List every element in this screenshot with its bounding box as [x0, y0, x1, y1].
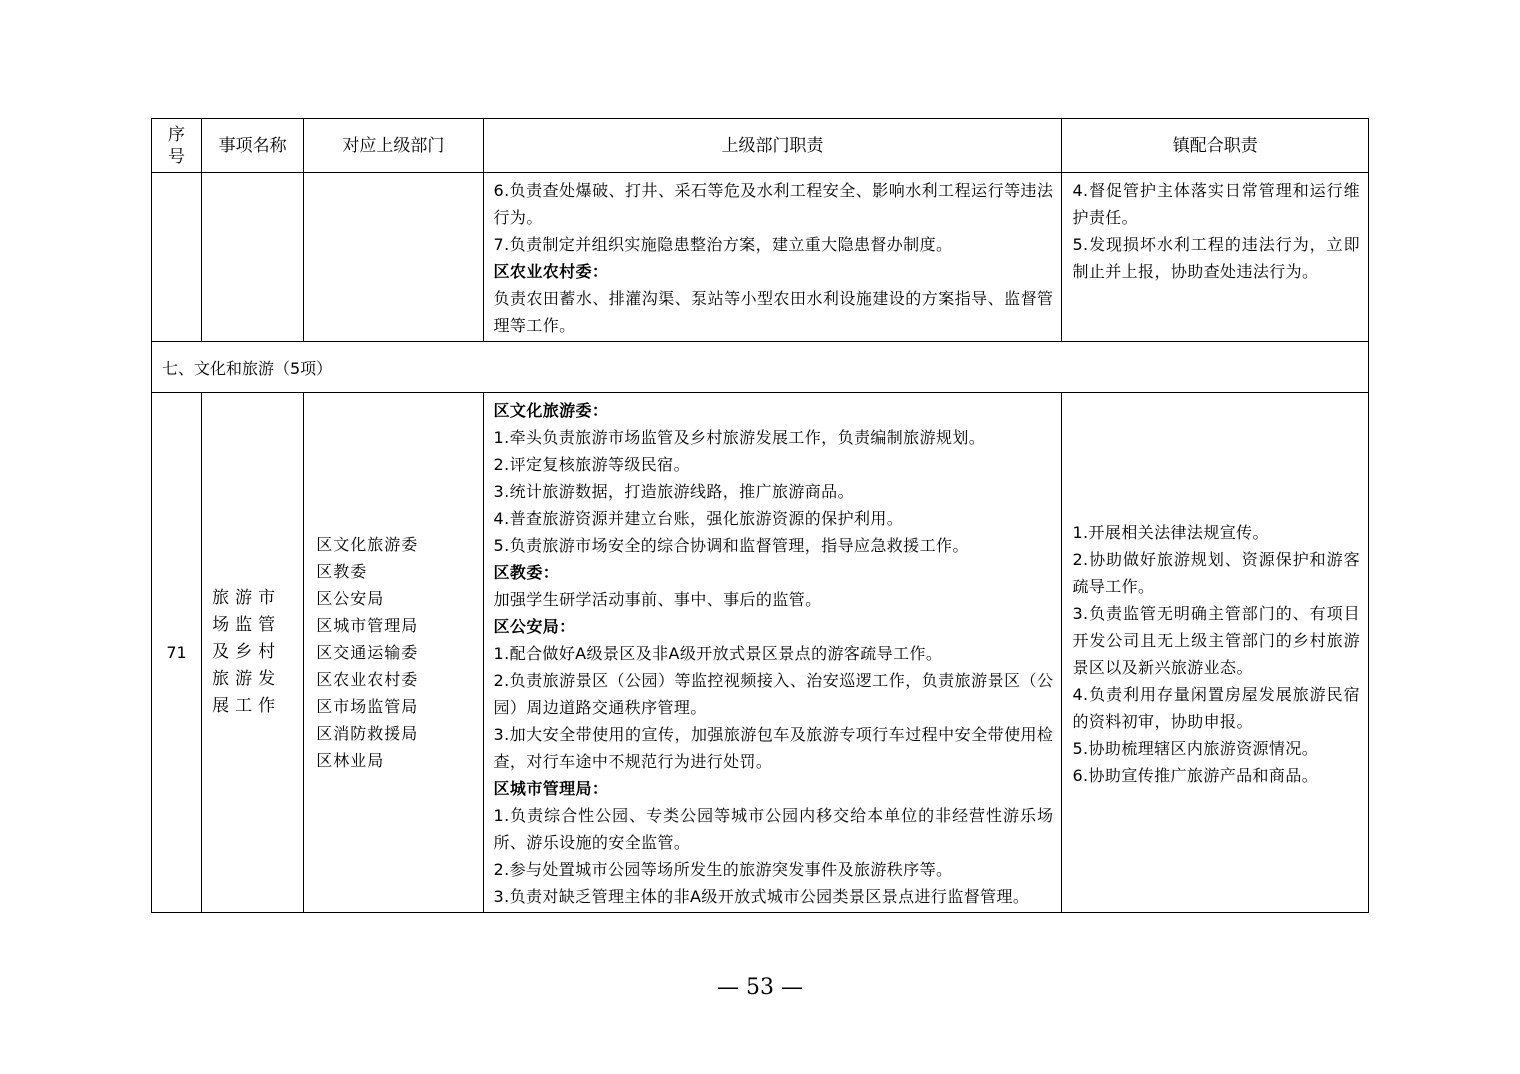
- header-dept: 对应上级部门: [304, 119, 483, 173]
- town-line: 4.督促管护主体落实日常管理和运行维护责任。: [1072, 181, 1360, 227]
- row-number: 71: [152, 393, 202, 913]
- duty-line: 1.负责综合性公园、专类公园等城市公园内移交给本单位的非经营性游乐场所、游乐设施的安全监管。: [493, 806, 1054, 852]
- town-line: 3.负责监管无明确主管部门的、有项目开发公司且无上级主管部门的乡村旅游景区以及新兴旅游业态。: [1072, 603, 1360, 677]
- dept-item: 区交通运输委: [316, 643, 419, 662]
- duty-line: 负责农田蓄水、排灌沟渠、泵站等小型农田水利设施建设的方案指导、监督管理等工作。: [493, 289, 1054, 335]
- duty-line: 7.负责制定并组织实施隐患整治方案，建立重大隐患督办制度。: [493, 235, 953, 254]
- table-row: [152, 393, 1369, 913]
- continued-town-cell: [1062, 173, 1369, 342]
- page-number: — 53 —: [717, 975, 803, 1000]
- item-name: 旅游市场监管及乡村旅游发展工作: [202, 393, 304, 913]
- dept-list: [304, 393, 483, 913]
- dept-item: 区市场监管局: [316, 697, 419, 716]
- town-line: 5.协助梳理辖区内旅游资源情况。: [1072, 738, 1319, 758]
- duty-dept-heading: 区教委：: [493, 563, 560, 582]
- duty-dept-heading: 区农业农村委：: [493, 262, 609, 281]
- dept-item: 区公安局: [316, 589, 385, 608]
- duty-dept-heading: 区城市管理局：: [493, 779, 609, 798]
- dept-item: 区林业局: [316, 751, 385, 770]
- town-line: 2.协助做好旅游规划、资源保护和游客疏导工作。: [1072, 549, 1360, 596]
- header-num: 序号: [152, 119, 202, 173]
- section-title: 七、文化和旅游（5项）: [152, 342, 1369, 393]
- town-line: 1.开展相关法律法规宣传。: [1072, 522, 1269, 542]
- continued-name: [202, 173, 304, 342]
- duty-line: 3.统计旅游数据，打造旅游线路，推广旅游商品。: [493, 482, 854, 501]
- duty-line: 3.负责对缺乏管理主体的非A级开放式城市公园类景区景点进行监督管理。: [493, 887, 1030, 906]
- duty-cell: [483, 393, 1062, 913]
- continued-duty-cell: [483, 173, 1062, 342]
- town-line: 5.发现损坏水利工程的违法行为，立即制止并上报，协助查处违法行为。: [1072, 235, 1360, 281]
- duty-line: 1.牵头负责旅游市场监管及乡村旅游发展工作，负责编制旅游规划。: [493, 428, 986, 447]
- duty-line: 5.负责旅游市场安全的综合协调和监督管理，指导应急救援工作。: [493, 536, 969, 555]
- duty-line: 2.评定复核旅游等级民宿。: [493, 455, 690, 474]
- duty-line: 6.负责查处爆破、打井、采石等危及水利工程安全、影响水利工程运行等违法行为。: [493, 181, 1054, 227]
- continued-row: [152, 173, 1369, 342]
- duty-dept-heading: 区公安局：: [493, 617, 576, 636]
- header-name: 事项名称: [202, 119, 304, 173]
- dept-item: 区文化旅游委: [316, 535, 419, 554]
- duty-line: 2.参与处置城市公园等场所发生的旅游突发事件及旅游秩序等。: [493, 860, 953, 879]
- town-line: 6.协助宣传推广旅游产品和商品。: [1072, 765, 1319, 785]
- town-line: 4.负责利用存量闲置房屋发展旅游民宿的资料初审，协助申报。: [1072, 684, 1360, 731]
- continued-dept: [304, 173, 483, 342]
- duty-line: 2.负责旅游景区（公园）等监控视频接入、治安巡逻工作，负责旅游景区（公园）周边道路交通秩序管理。: [493, 671, 1054, 717]
- duty-dept-heading: 区文化旅游委：: [493, 401, 609, 420]
- duty-line: 3.加大安全带使用的宣传，加强旅游包车及旅游专项行车过程中安全带使用检查，对行车途中不规范行为进行处罚。: [493, 725, 1054, 771]
- header-row: [152, 119, 1369, 173]
- duty-table: [151, 118, 1369, 913]
- duty-line: 加强学生研学活动事前、事中、事后的监管。: [493, 590, 822, 609]
- continued-num: [152, 173, 202, 342]
- dept-item: 区教委: [316, 562, 368, 581]
- duty-line: 4.普查旅游资源并建立台账，强化旅游资源的保护利用。: [493, 509, 904, 528]
- header-town: 镇配合职责: [1062, 119, 1369, 173]
- dept-item: 区消防救援局: [316, 724, 419, 743]
- dept-item: 区城市管理局: [316, 616, 419, 635]
- town-cell: [1062, 393, 1369, 913]
- section-row: [152, 342, 1369, 393]
- header-duty: 上级部门职责: [483, 119, 1062, 173]
- dept-item: 区农业农村委: [316, 670, 419, 689]
- duty-line: 1.配合做好A级景区及非A级开放式景区景点的游客疏导工作。: [493, 644, 943, 663]
